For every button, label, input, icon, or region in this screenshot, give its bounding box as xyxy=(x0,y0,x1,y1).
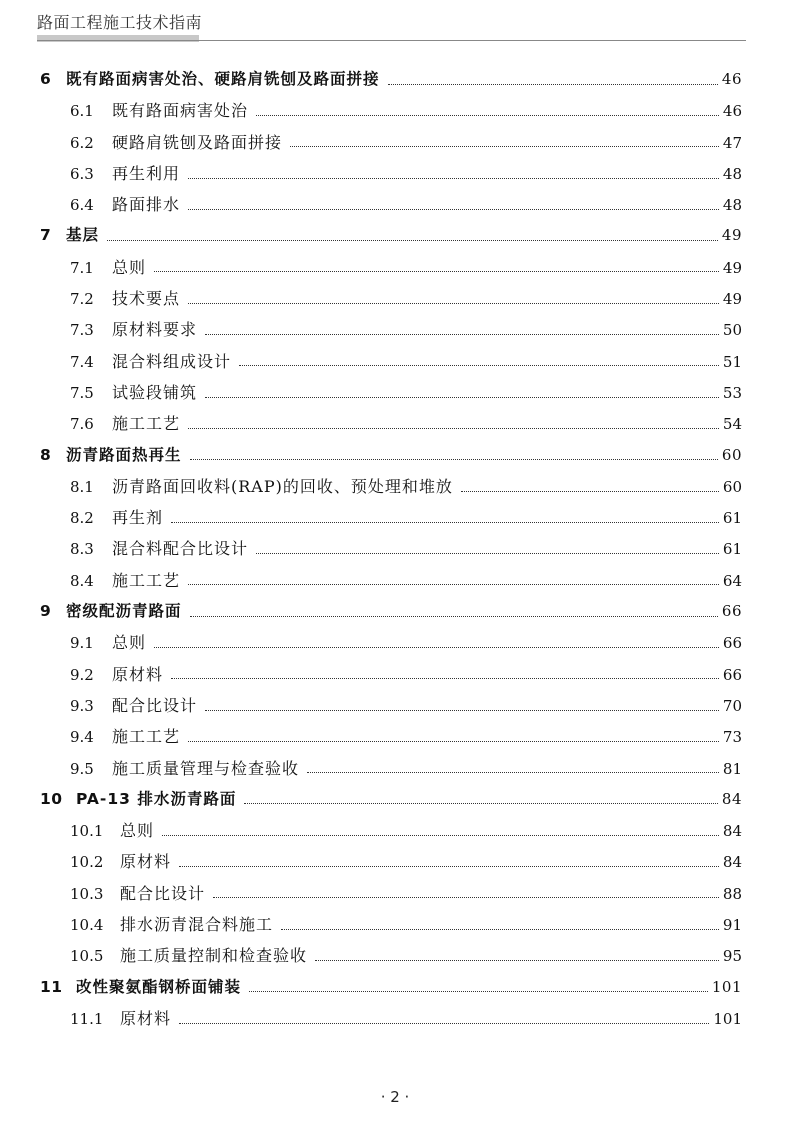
toc-entry-page: 48 xyxy=(722,196,742,215)
toc-section-entry[interactable] xyxy=(40,1003,742,1034)
toc-section-entry[interactable] xyxy=(40,815,742,846)
toc-entry-page: 49 xyxy=(722,258,742,277)
dot-leader xyxy=(188,583,719,585)
toc-entry-number: 10.2 xyxy=(70,853,104,872)
toc-entry-title: 总则 xyxy=(112,257,147,277)
toc-chapter-entry[interactable] xyxy=(40,596,742,627)
toc-entry-title: 既有路面病害处治 xyxy=(112,101,249,121)
toc-entry-number: 7.4 xyxy=(70,352,94,371)
toc-entry-title: 总则 xyxy=(120,821,155,841)
dot-leader xyxy=(179,1022,709,1024)
toc-entry-number: 8.2 xyxy=(70,509,94,528)
toc-entry-page: 49 xyxy=(722,290,742,309)
toc-section-entry[interactable] xyxy=(40,189,742,220)
toc-entry-page: 88 xyxy=(722,884,742,903)
toc-entry-page: 50 xyxy=(722,321,742,340)
toc-entry-number: 11 xyxy=(40,977,63,996)
toc-entry-number: 10 xyxy=(40,789,63,808)
toc-entry-title: 原材料 xyxy=(120,1008,172,1028)
dot-leader xyxy=(249,990,708,992)
toc-entry-title: 施工工艺 xyxy=(112,727,181,747)
toc-entry-page: 46 xyxy=(721,70,742,88)
toc-entry-title: 总则 xyxy=(112,633,147,653)
toc-entry-number: 10.3 xyxy=(70,884,104,903)
toc-entry-page: 47 xyxy=(722,133,742,152)
toc-section-entry[interactable] xyxy=(40,408,742,439)
dot-leader xyxy=(190,458,718,460)
dot-leader xyxy=(290,145,719,147)
dot-leader xyxy=(388,83,718,85)
toc-entry-number: 7 xyxy=(40,226,52,245)
dot-leader xyxy=(281,928,719,930)
toc-entry-title: 改性聚氨酯钢桥面铺装 xyxy=(76,977,242,996)
toc-section-entry[interactable] xyxy=(40,627,742,658)
dot-leader xyxy=(461,490,719,492)
toc-entry-page: 46 xyxy=(722,102,742,121)
toc-entry-page: 101 xyxy=(711,977,742,996)
toc-entry-title: 混合料组成设计 xyxy=(112,351,232,371)
toc-entry-number: 10.5 xyxy=(70,947,104,966)
dot-leader xyxy=(188,740,719,742)
toc-section-entry[interactable] xyxy=(40,283,742,314)
toc-entry-number: 9.5 xyxy=(70,759,94,778)
toc-entry-page: 54 xyxy=(722,415,742,434)
dot-leader xyxy=(107,239,718,241)
toc-section-entry[interactable] xyxy=(40,940,742,971)
toc-entry-title: 试验段铺筑 xyxy=(112,382,198,402)
toc-section-entry[interactable] xyxy=(40,878,742,909)
toc-entry-title: 施工质量管理与检查验收 xyxy=(112,758,300,778)
toc-chapter-entry[interactable] xyxy=(40,220,742,251)
toc-entry-title: 沥青路面回收料(RAP)的回收、预处理和堆放 xyxy=(112,476,453,496)
toc-entry-title: 沥青路面热再生 xyxy=(66,445,182,464)
toc-entry-page: 84 xyxy=(722,822,742,841)
toc-entry-page: 51 xyxy=(722,352,742,371)
toc-entry-title: 原材料 xyxy=(120,852,172,872)
toc-section-entry[interactable] xyxy=(40,565,742,596)
toc-section-entry[interactable] xyxy=(40,753,742,784)
toc-entry-title: 硬路肩铣刨及路面拼接 xyxy=(112,132,283,152)
toc-section-entry[interactable] xyxy=(40,721,742,752)
dot-leader xyxy=(213,896,719,898)
toc-entry-title: 基层 xyxy=(66,226,100,245)
toc-entry-number: 7.6 xyxy=(70,415,94,434)
toc-section-entry[interactable] xyxy=(40,314,742,345)
toc-entry-page: 66 xyxy=(722,665,742,684)
toc-section-entry[interactable] xyxy=(40,502,742,533)
toc-entry-page: 70 xyxy=(722,696,742,715)
toc-entry-page: 64 xyxy=(722,571,742,590)
dot-leader xyxy=(307,771,719,773)
table-of-contents xyxy=(40,64,742,1034)
toc-entry-number: 6 xyxy=(40,70,52,88)
running-header xyxy=(37,6,746,42)
toc-entry-title: 密级配沥青路面 xyxy=(66,602,182,621)
toc-entry-number: 6.1 xyxy=(70,102,94,121)
toc-entry-page: 49 xyxy=(721,226,742,245)
book-title: 路面工程施工技术指南 xyxy=(37,13,203,32)
toc-entry-title: 施工质量控制和检查验收 xyxy=(120,946,308,966)
toc-entry-page: 48 xyxy=(722,164,742,183)
toc-entry-number: 6.3 xyxy=(70,164,94,183)
toc-entry-number: 9.2 xyxy=(70,665,94,684)
toc-entry-title: 路面排水 xyxy=(112,195,181,215)
toc-entry-title: 既有路面病害处治、硬路肩铣刨及路面拼接 xyxy=(66,70,380,88)
dot-leader xyxy=(171,521,719,523)
toc-entry-number: 9 xyxy=(40,602,52,621)
toc-entry-title: 再生利用 xyxy=(112,163,181,183)
toc-section-entry[interactable] xyxy=(40,846,742,877)
dot-leader xyxy=(190,615,718,617)
toc-entry-page: 61 xyxy=(722,540,742,559)
page-number: · 2 · xyxy=(380,1088,410,1106)
toc-entry-page: 53 xyxy=(722,383,742,402)
toc-chapter-entry[interactable] xyxy=(40,440,742,471)
toc-entry-title: 原材料要求 xyxy=(112,320,198,340)
toc-section-entry[interactable] xyxy=(40,471,742,502)
toc-entry-number: 9.1 xyxy=(70,634,94,653)
toc-entry-number: 10.1 xyxy=(70,822,104,841)
toc-section-entry[interactable] xyxy=(40,95,742,126)
toc-entry-number: 11.1 xyxy=(70,1009,104,1028)
toc-chapter-entry[interactable] xyxy=(40,784,742,815)
toc-entry-number: 9.3 xyxy=(70,696,94,715)
toc-entry-title: 施工工艺 xyxy=(112,414,181,434)
toc-entry-title: PA-13 排水沥青路面 xyxy=(76,789,237,808)
toc-entry-title: 配合比设计 xyxy=(120,883,206,903)
dot-leader xyxy=(244,802,718,804)
toc-entry-number: 6.2 xyxy=(70,133,94,152)
header-rule xyxy=(37,40,746,41)
toc-entry-number: 8.3 xyxy=(70,540,94,559)
toc-section-entry[interactable] xyxy=(40,533,742,564)
dot-leader xyxy=(171,677,719,679)
toc-section-entry[interactable] xyxy=(40,377,742,408)
dot-leader xyxy=(315,959,719,961)
toc-entry-number: 7.1 xyxy=(70,258,94,277)
toc-section-entry[interactable] xyxy=(40,346,742,377)
toc-entry-number: 8 xyxy=(40,445,52,464)
toc-section-entry[interactable] xyxy=(40,127,742,158)
dot-leader xyxy=(179,865,719,867)
toc-entry-page: 66 xyxy=(722,634,742,653)
dot-leader xyxy=(239,364,719,366)
toc-entry-page: 95 xyxy=(722,947,742,966)
toc-chapter-entry[interactable] xyxy=(40,64,742,95)
toc-section-entry[interactable] xyxy=(40,909,742,940)
dot-leader xyxy=(188,208,719,210)
dot-leader xyxy=(188,302,719,304)
toc-chapter-entry[interactable] xyxy=(40,972,742,1003)
toc-entry-number: 8.4 xyxy=(70,571,94,590)
dot-leader xyxy=(256,552,719,554)
dot-leader xyxy=(154,270,719,272)
dot-leader xyxy=(256,114,719,116)
toc-entry-page: 60 xyxy=(721,445,742,464)
toc-entry-number: 7.2 xyxy=(70,290,94,309)
toc-entry-number: 9.4 xyxy=(70,728,94,747)
toc-entry-number: 10.4 xyxy=(70,916,104,935)
toc-entry-title: 施工工艺 xyxy=(112,570,181,590)
toc-entry-page: 101 xyxy=(713,1009,742,1028)
toc-entry-page: 84 xyxy=(721,789,742,808)
toc-section-entry[interactable] xyxy=(40,659,742,690)
toc-section-entry[interactable] xyxy=(40,690,742,721)
toc-entry-page: 73 xyxy=(722,728,742,747)
toc-entry-title: 排水沥青混合料施工 xyxy=(120,915,274,935)
toc-entry-number: 6.4 xyxy=(70,196,94,215)
toc-entry-title: 配合比设计 xyxy=(112,695,198,715)
dot-leader xyxy=(188,427,719,429)
dot-leader xyxy=(205,396,719,398)
toc-entry-number: 8.1 xyxy=(70,477,94,496)
toc-entry-title: 再生剂 xyxy=(112,508,164,528)
toc-section-entry[interactable] xyxy=(40,252,742,283)
toc-section-entry[interactable] xyxy=(40,158,742,189)
toc-entry-page: 84 xyxy=(722,853,742,872)
toc-entry-number: 7.3 xyxy=(70,321,94,340)
dot-leader xyxy=(162,834,719,836)
toc-entry-title: 技术要点 xyxy=(112,289,181,309)
toc-entry-page: 91 xyxy=(722,916,742,935)
toc-entry-page: 81 xyxy=(722,759,742,778)
toc-entry-page: 61 xyxy=(722,509,742,528)
dot-leader xyxy=(188,177,719,179)
toc-entry-number: 7.5 xyxy=(70,383,94,402)
toc-entry-page: 60 xyxy=(722,477,742,496)
dot-leader xyxy=(205,709,719,711)
toc-entry-page: 66 xyxy=(721,602,742,621)
toc-entry-title: 原材料 xyxy=(112,664,164,684)
dot-leader xyxy=(154,646,719,648)
dot-leader xyxy=(205,333,719,335)
toc-entry-title: 混合料配合比设计 xyxy=(112,539,249,559)
